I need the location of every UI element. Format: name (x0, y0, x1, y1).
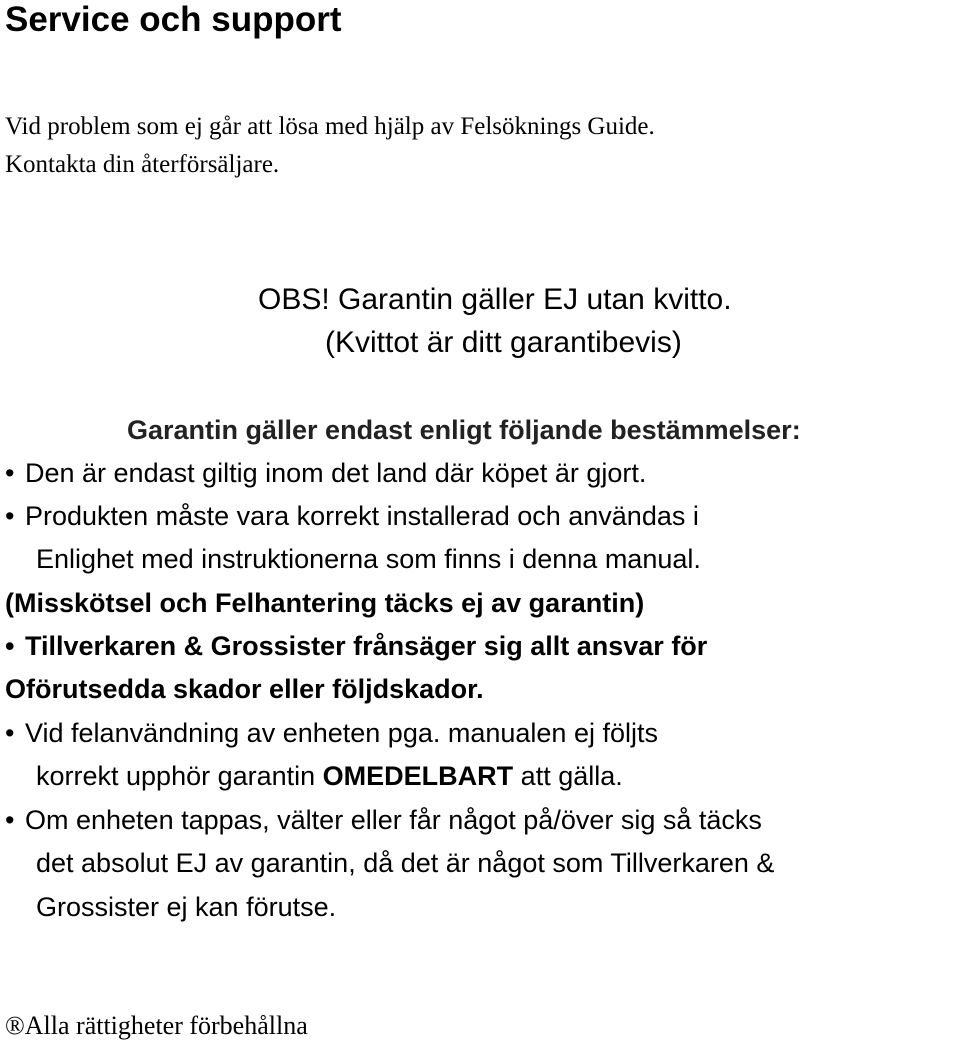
warranty-bullet-2-text: Produkten måste vara korrekt installerad och användas i (25, 501, 699, 531)
warranty-bullet-4 (5, 716, 658, 750)
copyright-footer (5, 1010, 308, 1042)
warranty-bullet-3-text: Tillverkaren & Grossister frånsäger sig allt ansvar för (25, 631, 708, 661)
receipt-notice: OBS! Garantin gäller EJ utan kvitto. (258, 283, 732, 316)
warranty-bullet-1-text: Den är endast giltig inom det land där köpet är gjort. (25, 458, 647, 488)
bullet-icon: • (5, 718, 15, 748)
warranty-bullet-5-continued-2: Grossister ej kan förutse. (36, 892, 337, 922)
intro-line-1: Vid problem som ej går att lösa med hjälp av Felsöknings Guide. (5, 113, 655, 140)
page-title: Service och support (5, 0, 342, 39)
warranty-bullet-5-continued: det absolut EJ av garantin, då det är något som Tillverkaren & (36, 848, 775, 878)
warranty-bullet-3-continued: Oförutsedda skador eller följdskador. (5, 674, 484, 704)
intro-line-2: Kontakta din återförsäljare. (5, 151, 280, 178)
warranty-bullet-2-continued: Enlighet med instruktionerna som finns i denna manual. (36, 544, 701, 574)
bullet-icon: • (5, 458, 15, 488)
warranty-bullet-5-text: Om enheten tappas, välter eller får något på/över sig så täcks (25, 805, 762, 835)
warranty-bullet-4-continued (36, 759, 623, 793)
copyright-text: Alla rättigheter förbehållna (24, 1011, 308, 1040)
warranty-emphasis: OMEDELBART (322, 761, 514, 791)
warranty-misuse-note: (Misskötsel och Felhantering täcks ej av garantin) (5, 588, 645, 618)
bullet-icon: • (5, 805, 15, 835)
bullet-icon: • (5, 501, 15, 531)
registered-icon: ® (5, 1011, 25, 1040)
warranty-bullet-1 (5, 456, 646, 490)
warranty-bullet-3 (5, 629, 707, 663)
warranty-heading: Garantin gäller endast enligt följande bestämmelser: (127, 415, 801, 445)
warranty-bullet-2 (5, 499, 699, 533)
warranty-bullet-4-text: Vid felanvändning av enheten pga. manualen ej följts (25, 718, 658, 748)
warranty-bullet-4-post: att gälla. (513, 761, 623, 791)
warranty-bullet-5 (5, 803, 762, 837)
bullet-icon: • (5, 631, 15, 661)
receipt-notice-subtext: (Kvittot är ditt garantibevis) (325, 326, 682, 359)
warranty-bullet-4-pre: korrekt upphör garantin (36, 761, 323, 791)
